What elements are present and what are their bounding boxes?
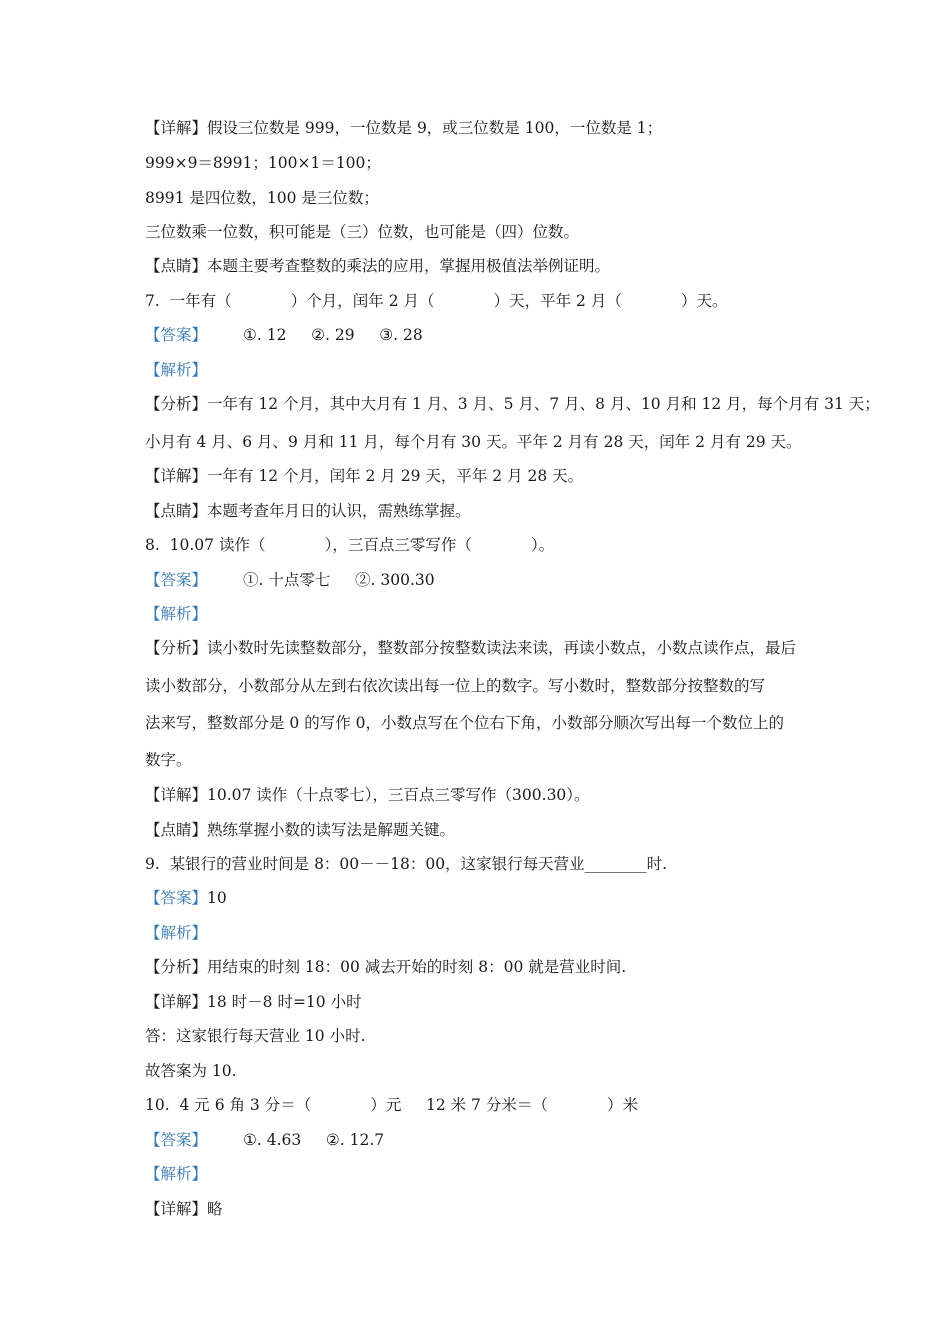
line-text: 【详解】略 [145,1200,223,1218]
line-text: 【点睛】本题主要考查整数的乘法的应用，掌握用极值法举例证明。 [145,257,611,275]
text-line [145,359,820,381]
text-line [145,1163,820,1185]
section-label: 【解析】 [145,924,208,942]
text-line [145,956,820,978]
line-text: 【详解】假设三位数是 999，一位数是 9，或三位数是 100，一位数是 1； [145,119,663,137]
line-text: 【分析】用结束的时刻 18：00 减去开始的时刻 8：00 就是营业时间. [145,958,627,976]
text-line [145,1198,820,1220]
text-line [145,712,820,734]
text-line [145,922,820,944]
text-line [145,117,820,139]
line-text: 10. 4 元 6 角 3 分＝（ ）元 12 米 7 分米＝（ ）米 [145,1096,638,1114]
text-line [145,221,820,243]
text-line [145,637,820,659]
line-text: ①. 12 ②. 29 ③. 28 [243,326,423,344]
line-text: 【点睛】本题考查年月日的认识，需熟练掌握。 [145,502,471,520]
text-line [145,1129,820,1151]
text-line [145,569,820,591]
text-line [145,819,820,841]
line-text: 三位数乘一位数，积可能是（三）位数，也可能是（四）位数。 [145,223,580,241]
line-text: 数字。 [145,751,192,769]
section-label: 【解析】 [145,361,208,379]
text-line [145,749,820,771]
line-text: 【点睛】熟练掌握小数的读写法是解题关键。 [145,821,456,839]
text-line [145,784,820,806]
section-label: 【答案】 [145,571,208,589]
line-text: 【详解】一年有 12 个月，闰年 2 月 29 天，平年 2 月 28 天。 [145,467,584,485]
text-line [145,534,820,556]
text-line [145,887,820,909]
text-line [145,1094,820,1116]
line-text: 【分析】读小数时先读整数部分，整数部分按整数读法来读，再读小数点，小数点读作点，最后 [145,639,797,657]
line-text: 7. 一年有（ ）个月，闰年 2 月（ ）天，平年 2 月（ ）天。 [145,292,728,310]
section-label: 【答案】 [145,1131,208,1149]
line-text: 9. 某银行的营业时间是 8：00－－18：00，这家银行每天营业________时. [145,855,668,873]
line-text: 读小数部分，小数部分从左到右依次读出每一位上的数字。写小数时，整数部分按整数的写 [145,677,766,695]
text-line [145,431,820,453]
line-text: 【详解】10.07 读作（十点零七），三百点三零写作（300.30）。 [145,786,590,804]
line-text: 【分析】一年有 12 个月，其中大月有 1 月、3 月、5 月、7 月、8 月、10 月和 12 月，每个月有 31 天； [145,395,880,413]
line-text: 法来写，整数部分是 0 的写作 0，小数点写在个位右下角，小数部分顺次写出每一个数位上的 [145,714,785,732]
text-line [145,290,820,312]
text-line [145,1060,820,1082]
text-line [145,500,820,522]
line-text: 8. 10.07 读作（ ），三百点三零写作（ ）。 [145,536,555,554]
line-text: 答：这家银行每天营业 10 小时. [145,1027,366,1045]
section-label: 【答案】 [145,326,208,344]
line-text: 【详解】18 时－8 时=10 小时 [145,993,362,1011]
text-line [145,603,820,625]
line-text: ①. 4.63 ②. 12.7 [243,1131,385,1149]
section-label: 【答案】 [145,889,208,907]
text-line [145,853,820,875]
line-text: 小月有 4 月、6 月、9 月和 11 月，每个月有 30 天。平年 2 月有 28 天，闰年 2 月有 29 天。 [145,433,802,451]
line-text: 999×9＝8991；100×1＝100； [145,154,381,172]
section-label: 【解析】 [145,1165,208,1183]
line-text: 10 [207,889,227,907]
text-line [145,465,820,487]
text-line [145,152,820,174]
section-label: 【解析】 [145,605,208,623]
line-text: 故答案为 10. [145,1062,237,1080]
text-line [145,255,820,277]
line-text: ①. 十点零七 ②. 300.30 [243,571,435,589]
text-line [145,324,820,346]
line-text: 8991 是四位数，100 是三位数； [145,189,379,207]
text-line [145,393,880,415]
text-line [145,187,820,209]
text-line [145,1025,820,1047]
text-line [145,991,820,1013]
text-line [145,675,820,697]
